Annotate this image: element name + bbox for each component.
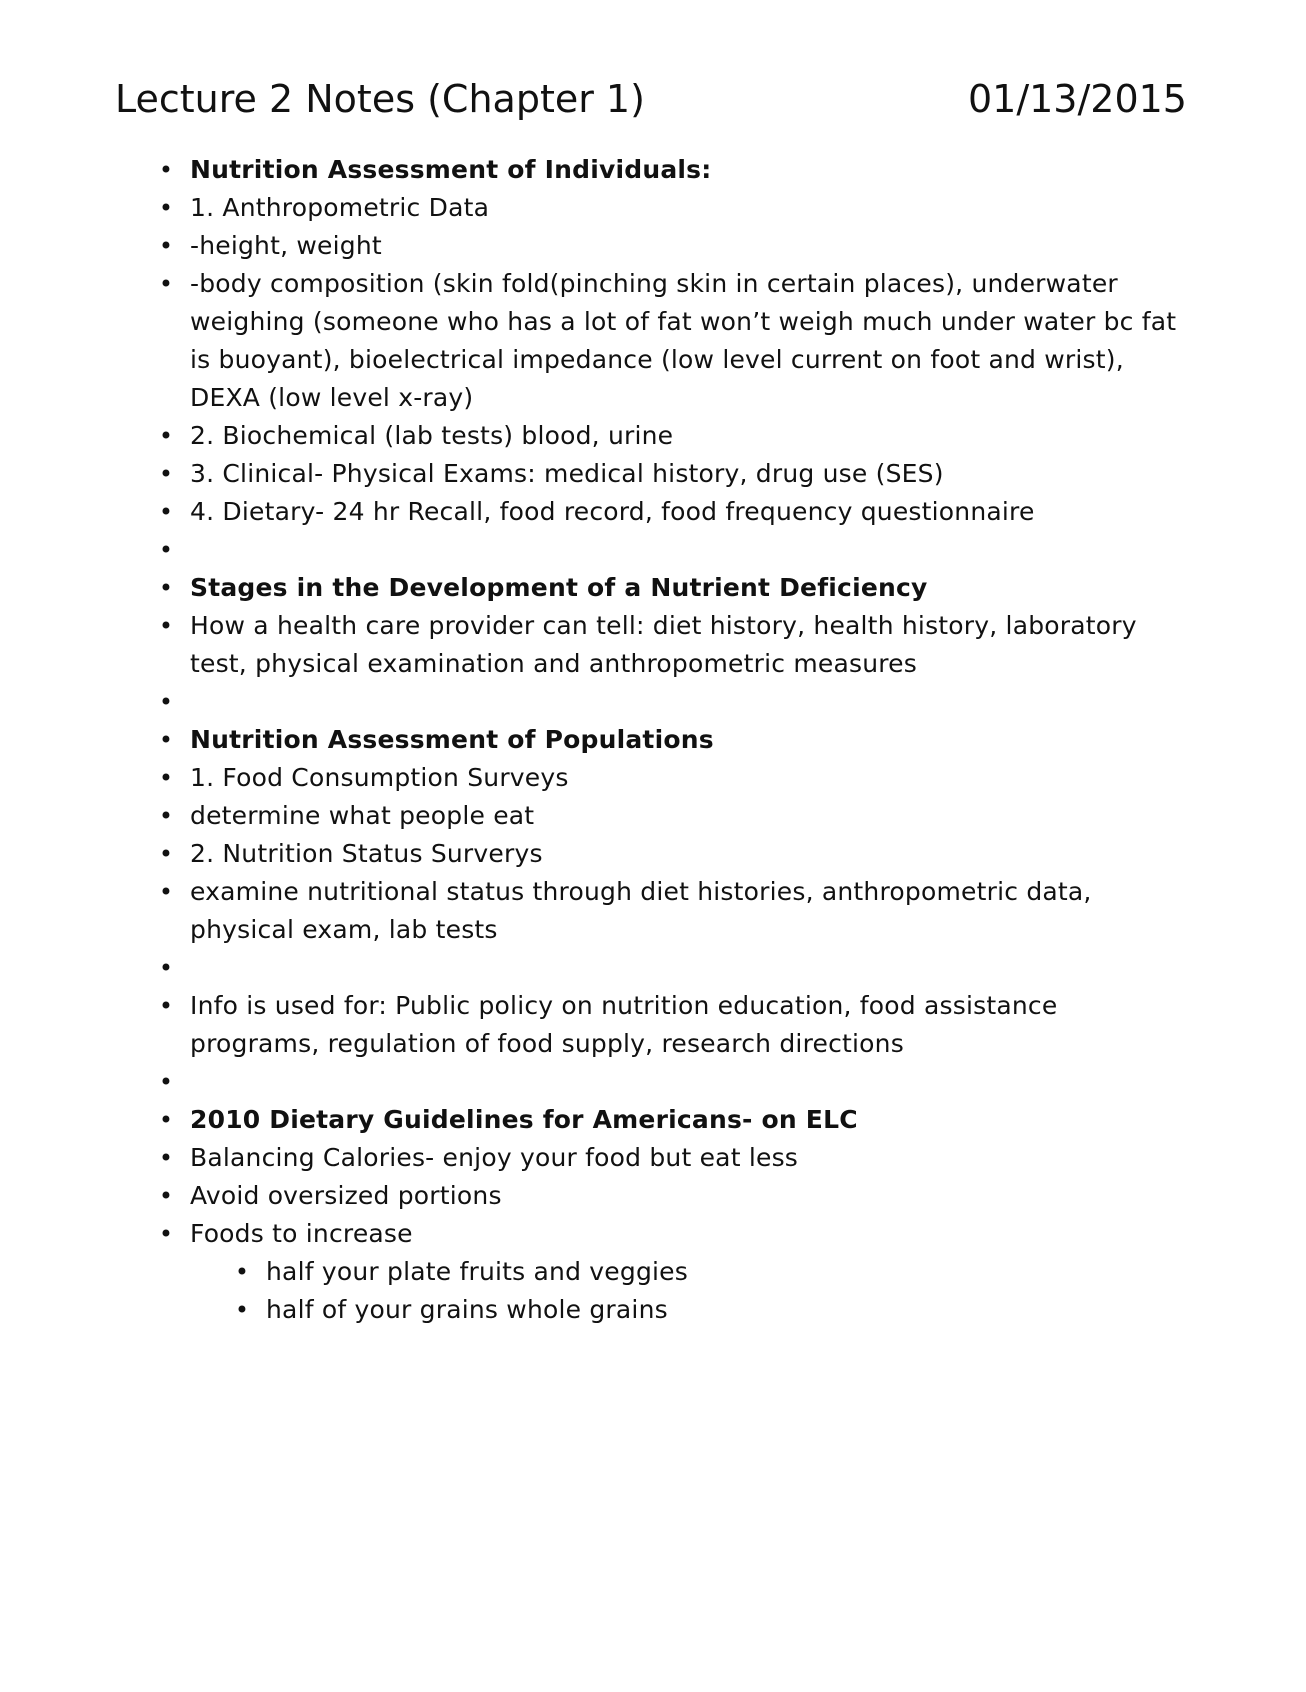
list-item-text: examine nutritional status through diet histories, anthropometric data, physical exam, lab tests: [190, 877, 1092, 944]
list-item: [158, 569, 1190, 607]
list-item: [158, 265, 1190, 417]
list-item: [158, 455, 1190, 493]
list-item: [158, 1063, 1190, 1101]
list-item: [158, 1177, 1190, 1215]
list-item-text: Balancing Calories- enjoy your food but eat less: [190, 1143, 799, 1172]
bullet-icon: •: [158, 878, 174, 906]
bullet-icon: •: [158, 1068, 174, 1096]
bullet-icon: •: [158, 992, 174, 1020]
list-item-text: Info is used for: Public policy on nutrition education, food assistance programs, regulation of food supply, research directions: [190, 991, 1058, 1058]
list-item-text: 4. Dietary- 24 hr Recall, food record, food frequency questionnaire: [190, 497, 1035, 526]
bullet-icon: •: [158, 156, 174, 184]
list-item: [158, 721, 1190, 759]
bullet-icon: •: [158, 726, 174, 754]
bullet-icon: •: [158, 460, 174, 488]
sub-list-item-text: half of your grains whole grains: [266, 1295, 668, 1324]
list-item: [158, 1139, 1190, 1177]
bullet-icon: •: [158, 422, 174, 450]
bullet-icon: •: [158, 536, 174, 564]
bullet-icon: •: [158, 840, 174, 868]
list-item: [158, 607, 1190, 683]
list-item: [158, 531, 1190, 569]
list-item: [158, 759, 1190, 797]
bullet-icon: •: [158, 764, 174, 792]
bullet-icon: •: [158, 270, 174, 298]
list-item-text: 2010 Dietary Guidelines for Americans- on ELC: [190, 1105, 858, 1134]
list-item-text: -body composition (skin fold(pinching skin in certain places), underwater weighing (someone who has a lot of fat won’t weigh much under water bc fat is buoyant), bioelectrical impedance (low level current on foot and wrist), DEXA (low level x-ray): [190, 269, 1177, 412]
bullet-icon: •: [158, 1182, 174, 1210]
list-item: [158, 227, 1190, 265]
bullet-icon: •: [158, 574, 174, 602]
bullet-icon: •: [158, 688, 174, 716]
bullet-icon: •: [158, 802, 174, 830]
list-item: [158, 1101, 1190, 1139]
list-item-text: 1. Food Consumption Surveys: [190, 763, 569, 792]
list-item: [158, 683, 1190, 721]
list-item: [158, 949, 1190, 987]
sub-list: [234, 1253, 1266, 1329]
bullet-icon: •: [158, 1220, 174, 1248]
document-title: Lecture 2 Notes (Chapter 1): [115, 77, 645, 121]
list-item-text: 2. Biochemical (lab tests) blood, urine: [190, 421, 674, 450]
list-item: [158, 189, 1190, 227]
list-item-text: Stages in the Development of a Nutrient Deficiency: [190, 573, 928, 602]
bullet-icon: •: [158, 232, 174, 260]
list-item: [158, 987, 1190, 1063]
list-item-text: Avoid oversized portions: [190, 1181, 502, 1210]
list-item-text: 3. Clinical- Physical Exams: medical history, drug use (SES): [190, 459, 944, 488]
list-item: [158, 417, 1190, 455]
bullet-icon: •: [158, 194, 174, 222]
list-item-text: determine what people eat: [190, 801, 535, 830]
list-item-text: Nutrition Assessment of Populations: [190, 725, 714, 754]
bullet-icon: •: [158, 954, 174, 982]
list-item: [158, 1215, 1190, 1329]
list-item-text: -height, weight: [190, 231, 382, 260]
document-date: 01/13/2015: [967, 77, 1187, 121]
list-item: [158, 151, 1190, 189]
list-item-text: How a health care provider can tell: diet history, health history, laboratory test, physical examination and anthropometric measures: [190, 611, 1137, 678]
list-item-text: Foods to increase: [190, 1219, 413, 1248]
bullet-icon: •: [158, 612, 174, 640]
sub-list-item-text: half your plate fruits and veggies: [266, 1257, 688, 1286]
list-item: [158, 493, 1190, 531]
bullet-icon: •: [234, 1296, 250, 1324]
document-header: [115, 72, 1187, 126]
list-item-text: Nutrition Assessment of Individuals:: [190, 155, 712, 184]
list-item: [158, 835, 1190, 873]
bullet-icon: •: [158, 1144, 174, 1172]
notes-list: [158, 151, 1190, 1329]
bullet-icon: •: [158, 1106, 174, 1134]
bullet-icon: •: [158, 498, 174, 526]
list-item-text: 2. Nutrition Status Surverys: [190, 839, 543, 868]
list-item-text: 1. Anthropometric Data: [190, 193, 490, 222]
sub-list-item: [234, 1291, 1266, 1329]
list-item: [158, 873, 1190, 949]
sub-list-item: [234, 1253, 1266, 1291]
list-item: [158, 797, 1190, 835]
bullet-icon: •: [234, 1258, 250, 1286]
